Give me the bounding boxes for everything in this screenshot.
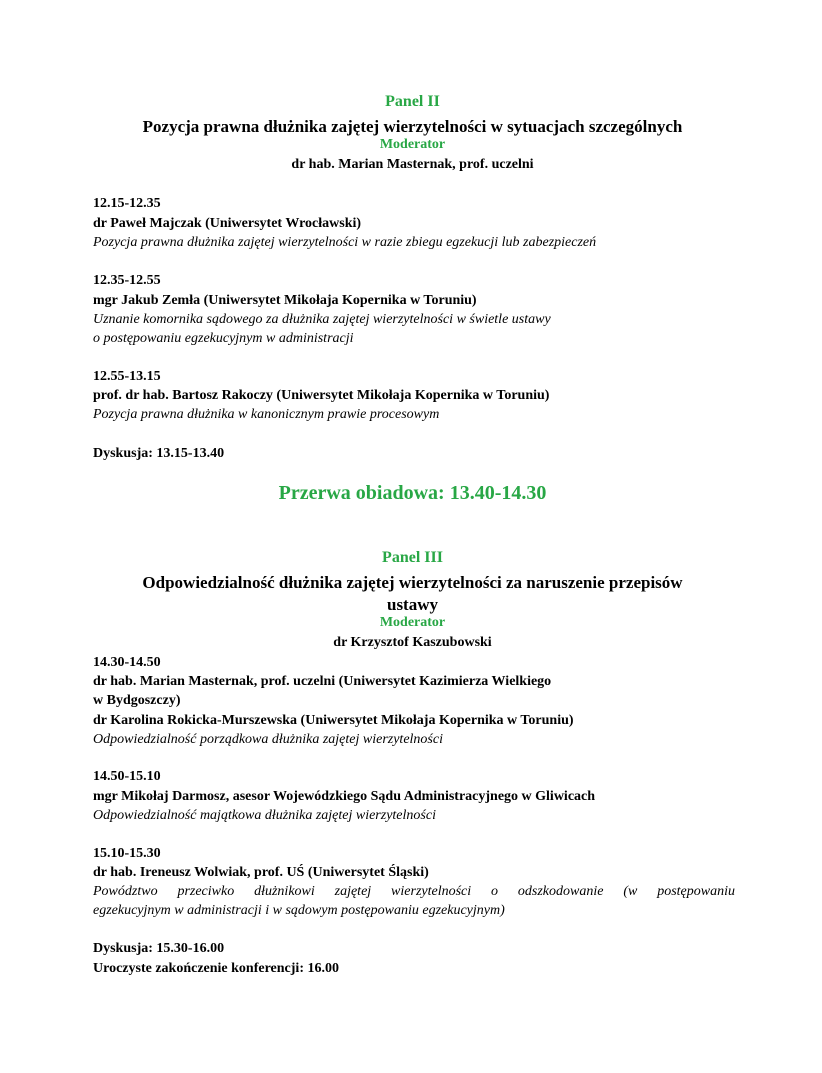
session-time: 12.55-13.15	[93, 369, 161, 384]
session-topic-line2: o postępowaniu egzekucyjnym w administracji	[93, 331, 354, 346]
session-topic: Odpowiedzialność majątkowa dłużnika zajętej wierzytelności	[93, 808, 436, 823]
session-time: 15.10-15.30	[93, 846, 161, 861]
lunch-break-heading: Przerwa obiadowa: 13.40-14.30	[278, 482, 547, 504]
session-topic: Pozycja prawna dłużnika w kanonicznym prawie procesowym	[93, 407, 440, 422]
session-topic: Odpowiedzialność porządkowa dłużnika zajętej wierzytelności	[93, 732, 443, 747]
session-speaker-line1: dr hab. Marian Masternak, prof. uczelni (Uniwersytet Kazimierza Wielkiego	[93, 674, 552, 689]
session-topic-line1: Uznanie komornika sądowego za dłużnika zajętej wierzytelności w świetle ustawy	[93, 312, 551, 327]
session-speaker: prof. dr hab. Bartosz Rakoczy (Uniwersytet Mikołaja Kopernika w Toruniu)	[93, 388, 550, 403]
panel2-moderator-label: Moderator	[379, 137, 446, 152]
panel3-moderator-name: dr Krzysztof Kaszubowski	[333, 635, 492, 650]
panel3-title-line2: ustawy	[386, 595, 438, 614]
session-speaker: dr Paweł Majczak (Uniwersytet Wrocławski)	[93, 216, 362, 231]
session-speaker-line2: w Bydgoszczy)	[93, 693, 181, 708]
session-time: 12.15-12.35	[93, 196, 161, 211]
session-speaker: mgr Mikołaj Darmosz, asesor Wojewódzkiego Sądu Administracyjnego w Gliwicach	[93, 789, 596, 804]
panel2-title: Pozycja prawna dłużnika zajętej wierzytelności w sytuacjach szczególnych	[142, 117, 683, 136]
session-topic-line1: Powództwo przeciwko dłużnikowi zajętej wierzytelności o odszkodowanie (w postępowaniu	[93, 884, 735, 899]
conference-closing: Uroczyste zakończenie konferencji: 16.00	[93, 961, 339, 976]
panel2-discussion: Dyskusja: 13.15-13.40	[93, 446, 225, 461]
session-topic: Pozycja prawna dłużnika zajętej wierzytelności w razie zbiegu egzekucji lub zabezpieczeń	[93, 235, 597, 250]
panel3-discussion: Dyskusja: 15.30-16.00	[93, 941, 225, 956]
session-speaker-2: dr Karolina Rokicka-Murszewska (Uniwersytet Mikołaja Kopernika w Toruniu)	[93, 713, 574, 728]
session-topic-line2: egzekucyjnym w administracji i w sądowym postępowaniu egzekucyjnym)	[93, 903, 505, 918]
panel3-title-line1: Odpowiedzialność dłużnika zajętej wierzytelności za naruszenie przepisów	[142, 573, 683, 592]
panel2-label: Panel II	[385, 93, 440, 110]
session-time: 14.50-15.10	[93, 769, 161, 784]
session-speaker: dr hab. Ireneusz Wolwiak, prof. UŚ (Uniwersytet Śląski)	[93, 865, 429, 880]
session-speaker: mgr Jakub Zemła (Uniwersytet Mikołaja Kopernika w Toruniu)	[93, 293, 477, 308]
panel2-moderator-name: dr hab. Marian Masternak, prof. uczelni	[291, 157, 534, 172]
panel3-moderator-label: Moderator	[379, 615, 446, 630]
session-time: 14.30-14.50	[93, 655, 161, 670]
session-time: 12.35-12.55	[93, 273, 161, 288]
panel3-label: Panel III	[382, 549, 443, 566]
